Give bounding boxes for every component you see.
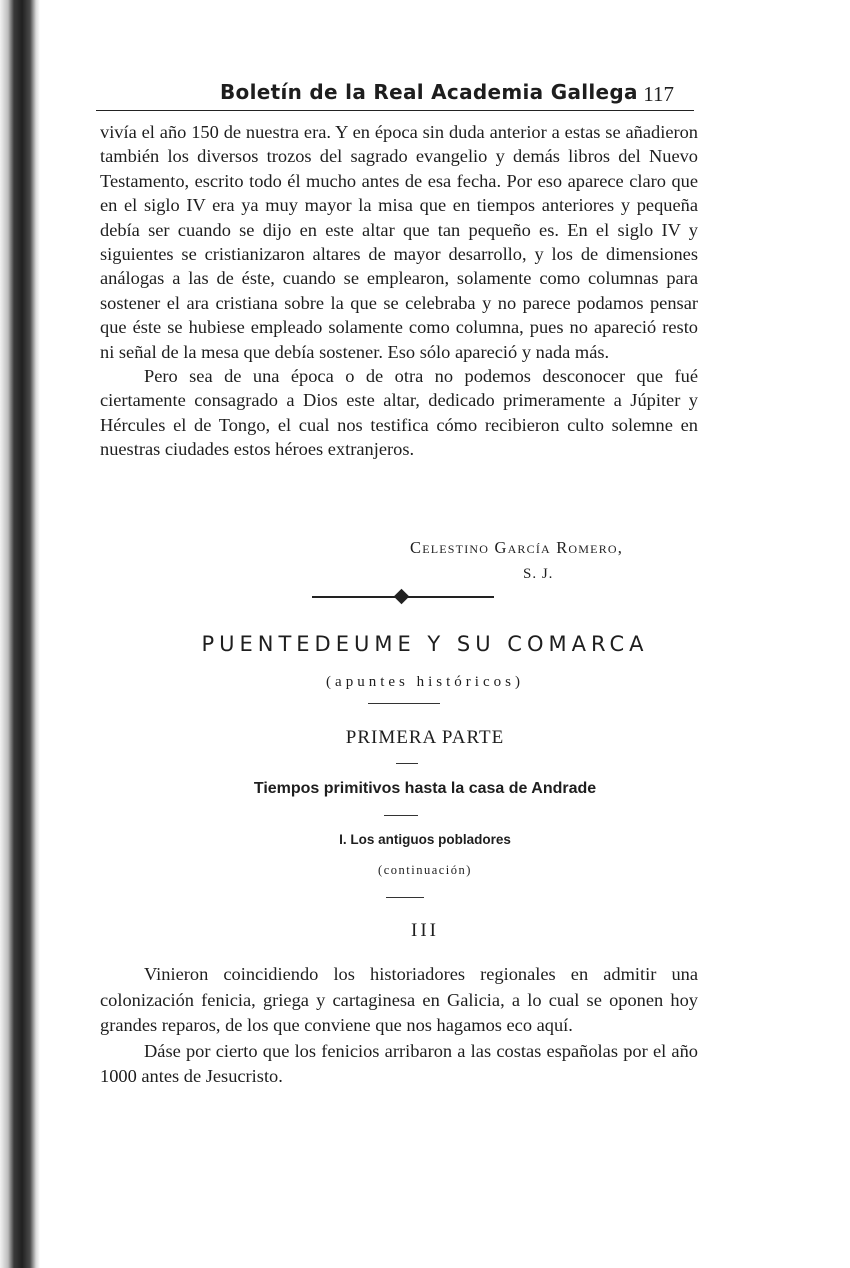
previous-article-text <box>100 120 698 462</box>
subsection-rule <box>386 897 424 898</box>
author-signature: Celestino García Romero, <box>410 538 624 557</box>
article-body-text <box>100 962 698 1090</box>
subsection-title: I. Los antiguos pobladores <box>339 832 511 847</box>
page-header <box>96 80 694 111</box>
subsection-note: (continuación) <box>378 863 472 877</box>
part-rule <box>396 763 418 764</box>
section-rule <box>384 815 418 816</box>
previous-article-paragraph: Pero sea de una época o de otra no podemos desconocer que fué ciertamente consagrado a Dios este altar, dedicado primeramente a Júpiter y Hércules el de Tongo, el cual nos testifica cómo recibieron culto solemne en nuestras ciudades estos héroes extranjeros. <box>100 366 698 460</box>
author-order: S. J. <box>523 566 554 582</box>
article-paragraph: Vinieron coincidiendo los historiadores regionales en admitir una colonización fenicia, griega y cartaginesa en Galicia, a lo cual se oponen hoy grandes reparos, de los que conviene que nos hagamos eco aquí. <box>100 964 698 1035</box>
article-paragraph: Dáse por cierto que los fenicios arribaron a las costas españolas por el año 1000 antes de Jesucristo. <box>100 1040 698 1086</box>
running-title: Boletín de la Real Academia Gallega <box>220 80 638 104</box>
previous-article-paragraph: vivía el año 150 de nuestra era. Y en época sin duda anterior a estas se añadieron también los diversos trozos del sagrado evangelio y demás libros del Nuevo Testamento, escrito todo él mucho antes de esa fecha. Por eso aparece claro que en el siglo IV era ya muy mayor la misa que en tiempos anteriores y pequeña debía ser cuando se dijo en este altar que tan pequeño es. En el siglo IV y siguientes se cristianizaron altares de mayor desarrollo, y los de dimensiones análogas a las de éste, cuando se emplearon, solamente como columnas para sostener el ara cristiana sobre la que se celebraba y no parece podamos pensar que éste se hubiese empleado solamente como columna, pues no apareció resto ni señal de la mesa que debía sostener. Eso sólo apareció y nada más. <box>100 122 698 362</box>
section-title: Tiempos primitivos hasta la casa de Andrade <box>253 780 597 797</box>
page-number: 117 <box>643 82 674 106</box>
chapter-heading: III <box>411 920 439 941</box>
divider-ornament-icon <box>394 589 410 605</box>
title-rule <box>368 703 440 704</box>
part-title: PRIMERA PARTE <box>345 727 505 748</box>
article-title: PUENTEDEUME Y SU COMARCA <box>201 632 649 656</box>
article-subtitle: (apuntes históricos) <box>326 674 524 690</box>
